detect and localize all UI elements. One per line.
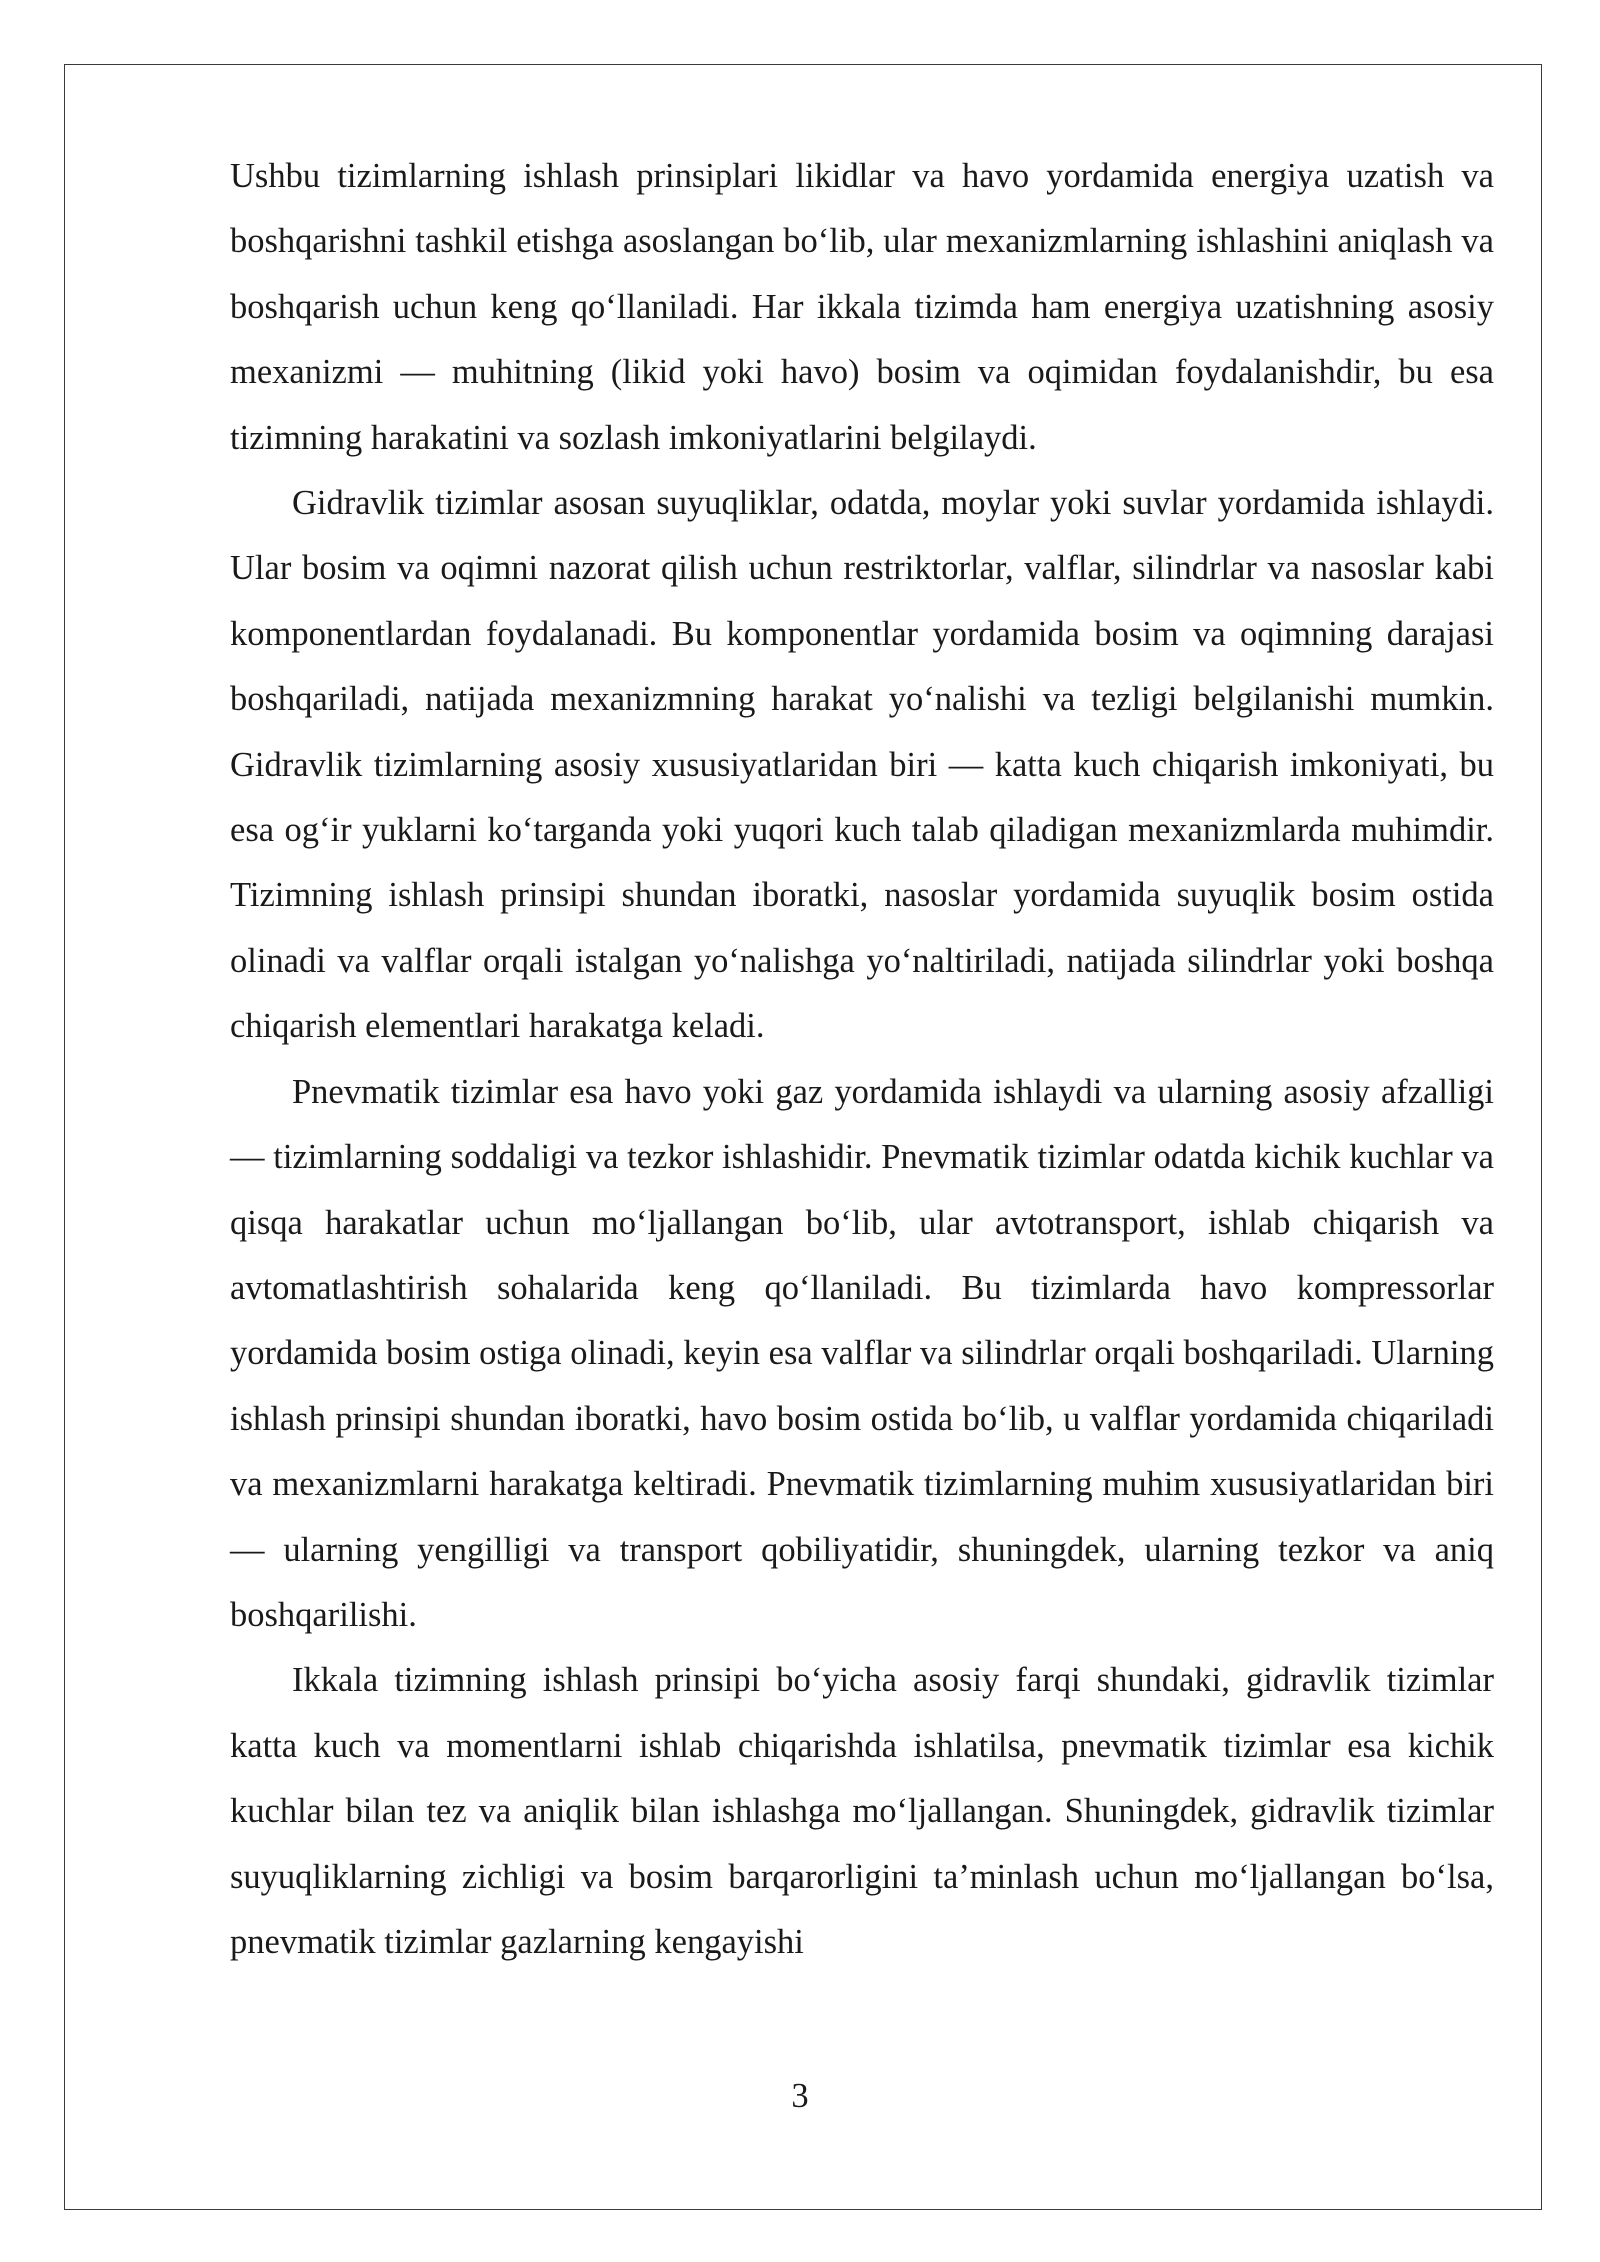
document-body <box>230 144 1494 1975</box>
paragraph-2: Gidravlik tizimlar asosan suyuqliklar, odatda, moylar yoki suvlar yordamida ishlaydi. Ular bosim va oqimni nazorat qilish uchun restriktorlar, valflar, silindrlar va nasoslar kabi komponentlardan foydalanadi. Bu komponentlar yordamida bosim va oqimning darajasi boshqariladi, natijada mexanizmning harakat yo‘nalishi va tezligi belgilanishi mumkin. Gidravlik tizimlarning asosiy xususiyatlaridan biri — katta kuch chiqarish imkoniyati, bu esa og‘ir yuklarni ko‘targanda yoki yuqori kuch talab qiladigan mexanizmlarda muhimdir. Tizimning ishlash prinsipi shundan iboratki, nasoslar yordamida suyuqlik bosim ostida olinadi va valflar orqali istalgan yo‘nalishga yo‘naltiriladi, natijada silindrlar yoki boshqa chiqarish elementlari harakatga keladi. <box>230 484 1494 1046</box>
page-number: 3 <box>791 2077 809 2115</box>
paragraph-3: Pnevmatik tizimlar esa havo yoki gaz yordamida ishlaydi va ularning asosiy afzalligi — tizimlarning soddaligi va tezkor ishlashidir. Pnevmatik tizimlar odatda kichik kuchlar va qisqa harakatlar uchun mo‘ljallangan bo‘lib, ular avtotransport, ishlab chiqarish va avtomatlashtirish sohalarida keng qo‘llaniladi. Bu tizimlarda havo kompressorlar yordamida bosim ostiga olinadi, keyin esa valflar va silindrlar orqali boshqariladi. Ularning ishlash prinsipi shundan iboratki, havo bosim ostida bo‘lib, u valflar yordamida chiqariladi va mexanizmlarni harakatga keltiradi. Pnevmatik tizimlarning muhim xususiyatlaridan biri — ularning yengilligi va transport qobiliyatidir, shuningdek, ularning tezkor va aniq boshqarilishi. <box>230 1072 1494 1634</box>
paragraph-4: Ikkala tizimning ishlash prinsipi bo‘yicha asosiy farqi shundaki, gidravlik tizimlar katta kuch va momentlarni ishlab chiqarishda ishlatilsa, pnevmatik tizimlar esa kichik kuchlar bilan tez va aniqlik bilan ishlashga mo‘ljallangan. Shuningdek, gidravlik tizimlar suyuqliklarning zichligi va bosim barqarorligini ta’minlash uchun mo‘ljallangan bo‘lsa, pnevmatik tizimlar gazlarning kengayishi <box>230 1661 1494 1961</box>
paragraph-1: Ushbu tizimlarning ishlash prinsiplari likidlar va havo yordamida energiya uzatish va boshqarishni tashkil etishga asoslangan bo‘lib, ular mexanizmlarning ishlashini aniqlash va boshqarish uchun keng qo‘llaniladi. Har ikkala tizimda ham energiya uzatishning asosiy mexanizmi — muhitning (likid yoki havo) bosim va oqimidan foydalanishdir, bu esa tizimning harakatini va sozlash imkoniyatlarini belgilaydi. <box>230 157 1494 457</box>
